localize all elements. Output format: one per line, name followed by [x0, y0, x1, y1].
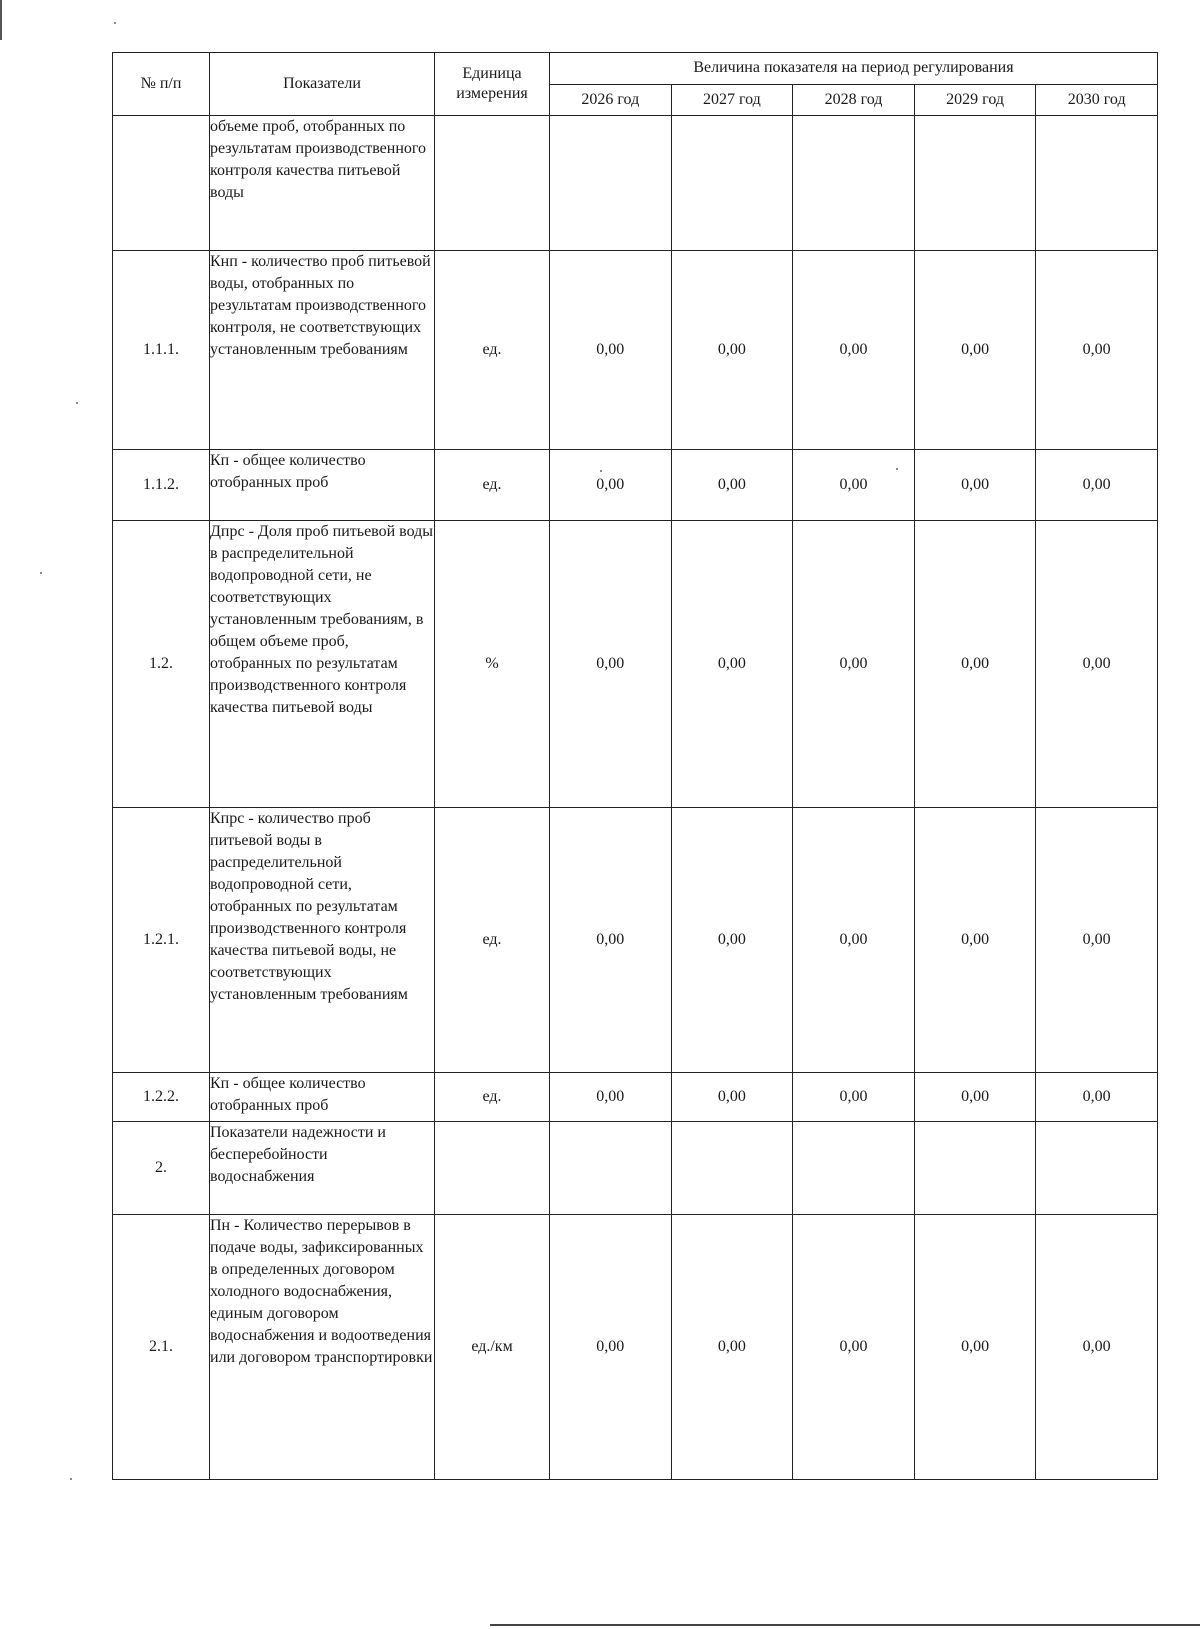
unit-cell: ед.: [435, 450, 550, 521]
value-cell: 0,00: [550, 521, 672, 808]
value-cell: 0,00: [671, 251, 793, 450]
value-cell: 0,00: [1036, 1073, 1158, 1122]
unit-cell: ед.: [435, 1073, 550, 1122]
row-number: [113, 116, 210, 251]
value-cell: 0,00: [914, 808, 1036, 1073]
value-cell: 0,00: [671, 1215, 793, 1480]
scan-edge-line: [490, 1624, 1200, 1626]
value-cell: 0,00: [671, 808, 793, 1073]
scan-speck: [76, 402, 78, 404]
indicator-name: Дпрс - Доля проб питьевой воды в распределительной водопроводной сети, не соответствующих установленным требованиям, в общем объеме проб, отобранных по результатам производственного контроля качества питьевой воды: [210, 521, 435, 808]
value-cell: 0,00: [793, 1073, 915, 1122]
header-indicators: Показатели: [210, 53, 435, 116]
table-row: [113, 251, 1158, 450]
indicator-name: Кнп - количество проб питьевой воды, отобранных по результатам производственного контроля, не соответствующих установленным требованиям: [210, 251, 435, 450]
value-cell: 0,00: [671, 450, 793, 521]
value-cell: [671, 1122, 793, 1215]
header-year: 2026 год: [550, 84, 672, 116]
header-year: 2030 год: [1036, 84, 1158, 116]
value-cell: [550, 1122, 672, 1215]
value-cell: 0,00: [914, 1073, 1036, 1122]
scan-edge-mark: [0, 0, 2, 40]
value-cell: [1036, 1122, 1158, 1215]
value-cell: 0,00: [914, 521, 1036, 808]
value-cell: [1036, 116, 1158, 251]
row-number: 2.1.: [113, 1215, 210, 1480]
value-cell: 0,00: [550, 808, 672, 1073]
row-number: 1.2.2.: [113, 1073, 210, 1122]
header-number: № п/п: [113, 53, 210, 116]
row-number: 1.1.1.: [113, 251, 210, 450]
header-year: 2029 год: [914, 84, 1036, 116]
value-cell: 0,00: [1036, 1215, 1158, 1480]
table-row: [113, 808, 1158, 1073]
value-cell: [550, 116, 672, 251]
value-cell: 0,00: [793, 450, 915, 521]
value-cell: 0,00: [793, 808, 915, 1073]
unit-cell: [435, 116, 550, 251]
value-cell: 0,00: [550, 450, 672, 521]
table-row: [113, 450, 1158, 521]
value-cell: 0,00: [793, 1215, 915, 1480]
row-number: 2.: [113, 1122, 210, 1215]
unit-cell: [435, 1122, 550, 1215]
value-cell: 0,00: [914, 450, 1036, 521]
indicator-name: Пн - Количество перерывов в подаче воды, зафиксированных в определенных договором холодного водоснабжения, единым договором водоснабжения и водоотведения или договором транспортировки: [210, 1215, 435, 1480]
value-cell: 0,00: [671, 1073, 793, 1122]
indicator-name: объеме проб, отобранных по результатам производственного контроля качества питьевой воды: [210, 116, 435, 251]
table-row: [113, 1122, 1158, 1215]
row-number: 1.1.2.: [113, 450, 210, 521]
header-year: 2028 год: [793, 84, 915, 116]
table-row: [113, 521, 1158, 808]
value-cell: [914, 1122, 1036, 1215]
header-year: 2027 год: [671, 84, 793, 116]
value-cell: [793, 1122, 915, 1215]
indicators-table: [112, 52, 1158, 1480]
value-cell: 0,00: [671, 521, 793, 808]
scan-speck: [114, 22, 116, 24]
header-unit: Единица измерения: [435, 53, 550, 116]
scan-speck: [70, 1478, 72, 1480]
row-number: 1.2.1.: [113, 808, 210, 1073]
value-cell: 0,00: [1036, 450, 1158, 521]
value-cell: 0,00: [1036, 808, 1158, 1073]
header-period: Величина показателя на период регулирования: [550, 53, 1158, 85]
table-body: [113, 116, 1158, 1480]
unit-cell: %: [435, 521, 550, 808]
table-header: [113, 53, 1158, 116]
value-cell: 0,00: [550, 1215, 672, 1480]
value-cell: 0,00: [550, 251, 672, 450]
value-cell: 0,00: [1036, 251, 1158, 450]
value-cell: 0,00: [550, 1073, 672, 1122]
table-row: [113, 1215, 1158, 1480]
indicator-name: Показатели надежности и бесперебойности водоснабжения: [210, 1122, 435, 1215]
indicator-name: Кп - общее количество отобранных проб: [210, 450, 435, 521]
value-cell: 0,00: [914, 1215, 1036, 1480]
value-cell: [671, 116, 793, 251]
row-number: 1.2.: [113, 521, 210, 808]
indicator-name: Кп - общее количество отобранных проб: [210, 1073, 435, 1122]
unit-cell: ед.: [435, 808, 550, 1073]
value-cell: [914, 116, 1036, 251]
value-cell: 0,00: [1036, 521, 1158, 808]
table-row: [113, 116, 1158, 251]
value-cell: 0,00: [793, 251, 915, 450]
unit-cell: ед.: [435, 251, 550, 450]
unit-cell: ед./км: [435, 1215, 550, 1480]
scan-speck: [40, 572, 42, 574]
value-cell: 0,00: [914, 251, 1036, 450]
table-row: [113, 1073, 1158, 1122]
value-cell: 0,00: [793, 521, 915, 808]
indicator-name: Кпрс - количество проб питьевой воды в распределительной водопроводной сети, отобранных по результатам производственного контроля качества питьевой воды, не соответствующих установленным требованиям: [210, 808, 435, 1073]
value-cell: [793, 116, 915, 251]
